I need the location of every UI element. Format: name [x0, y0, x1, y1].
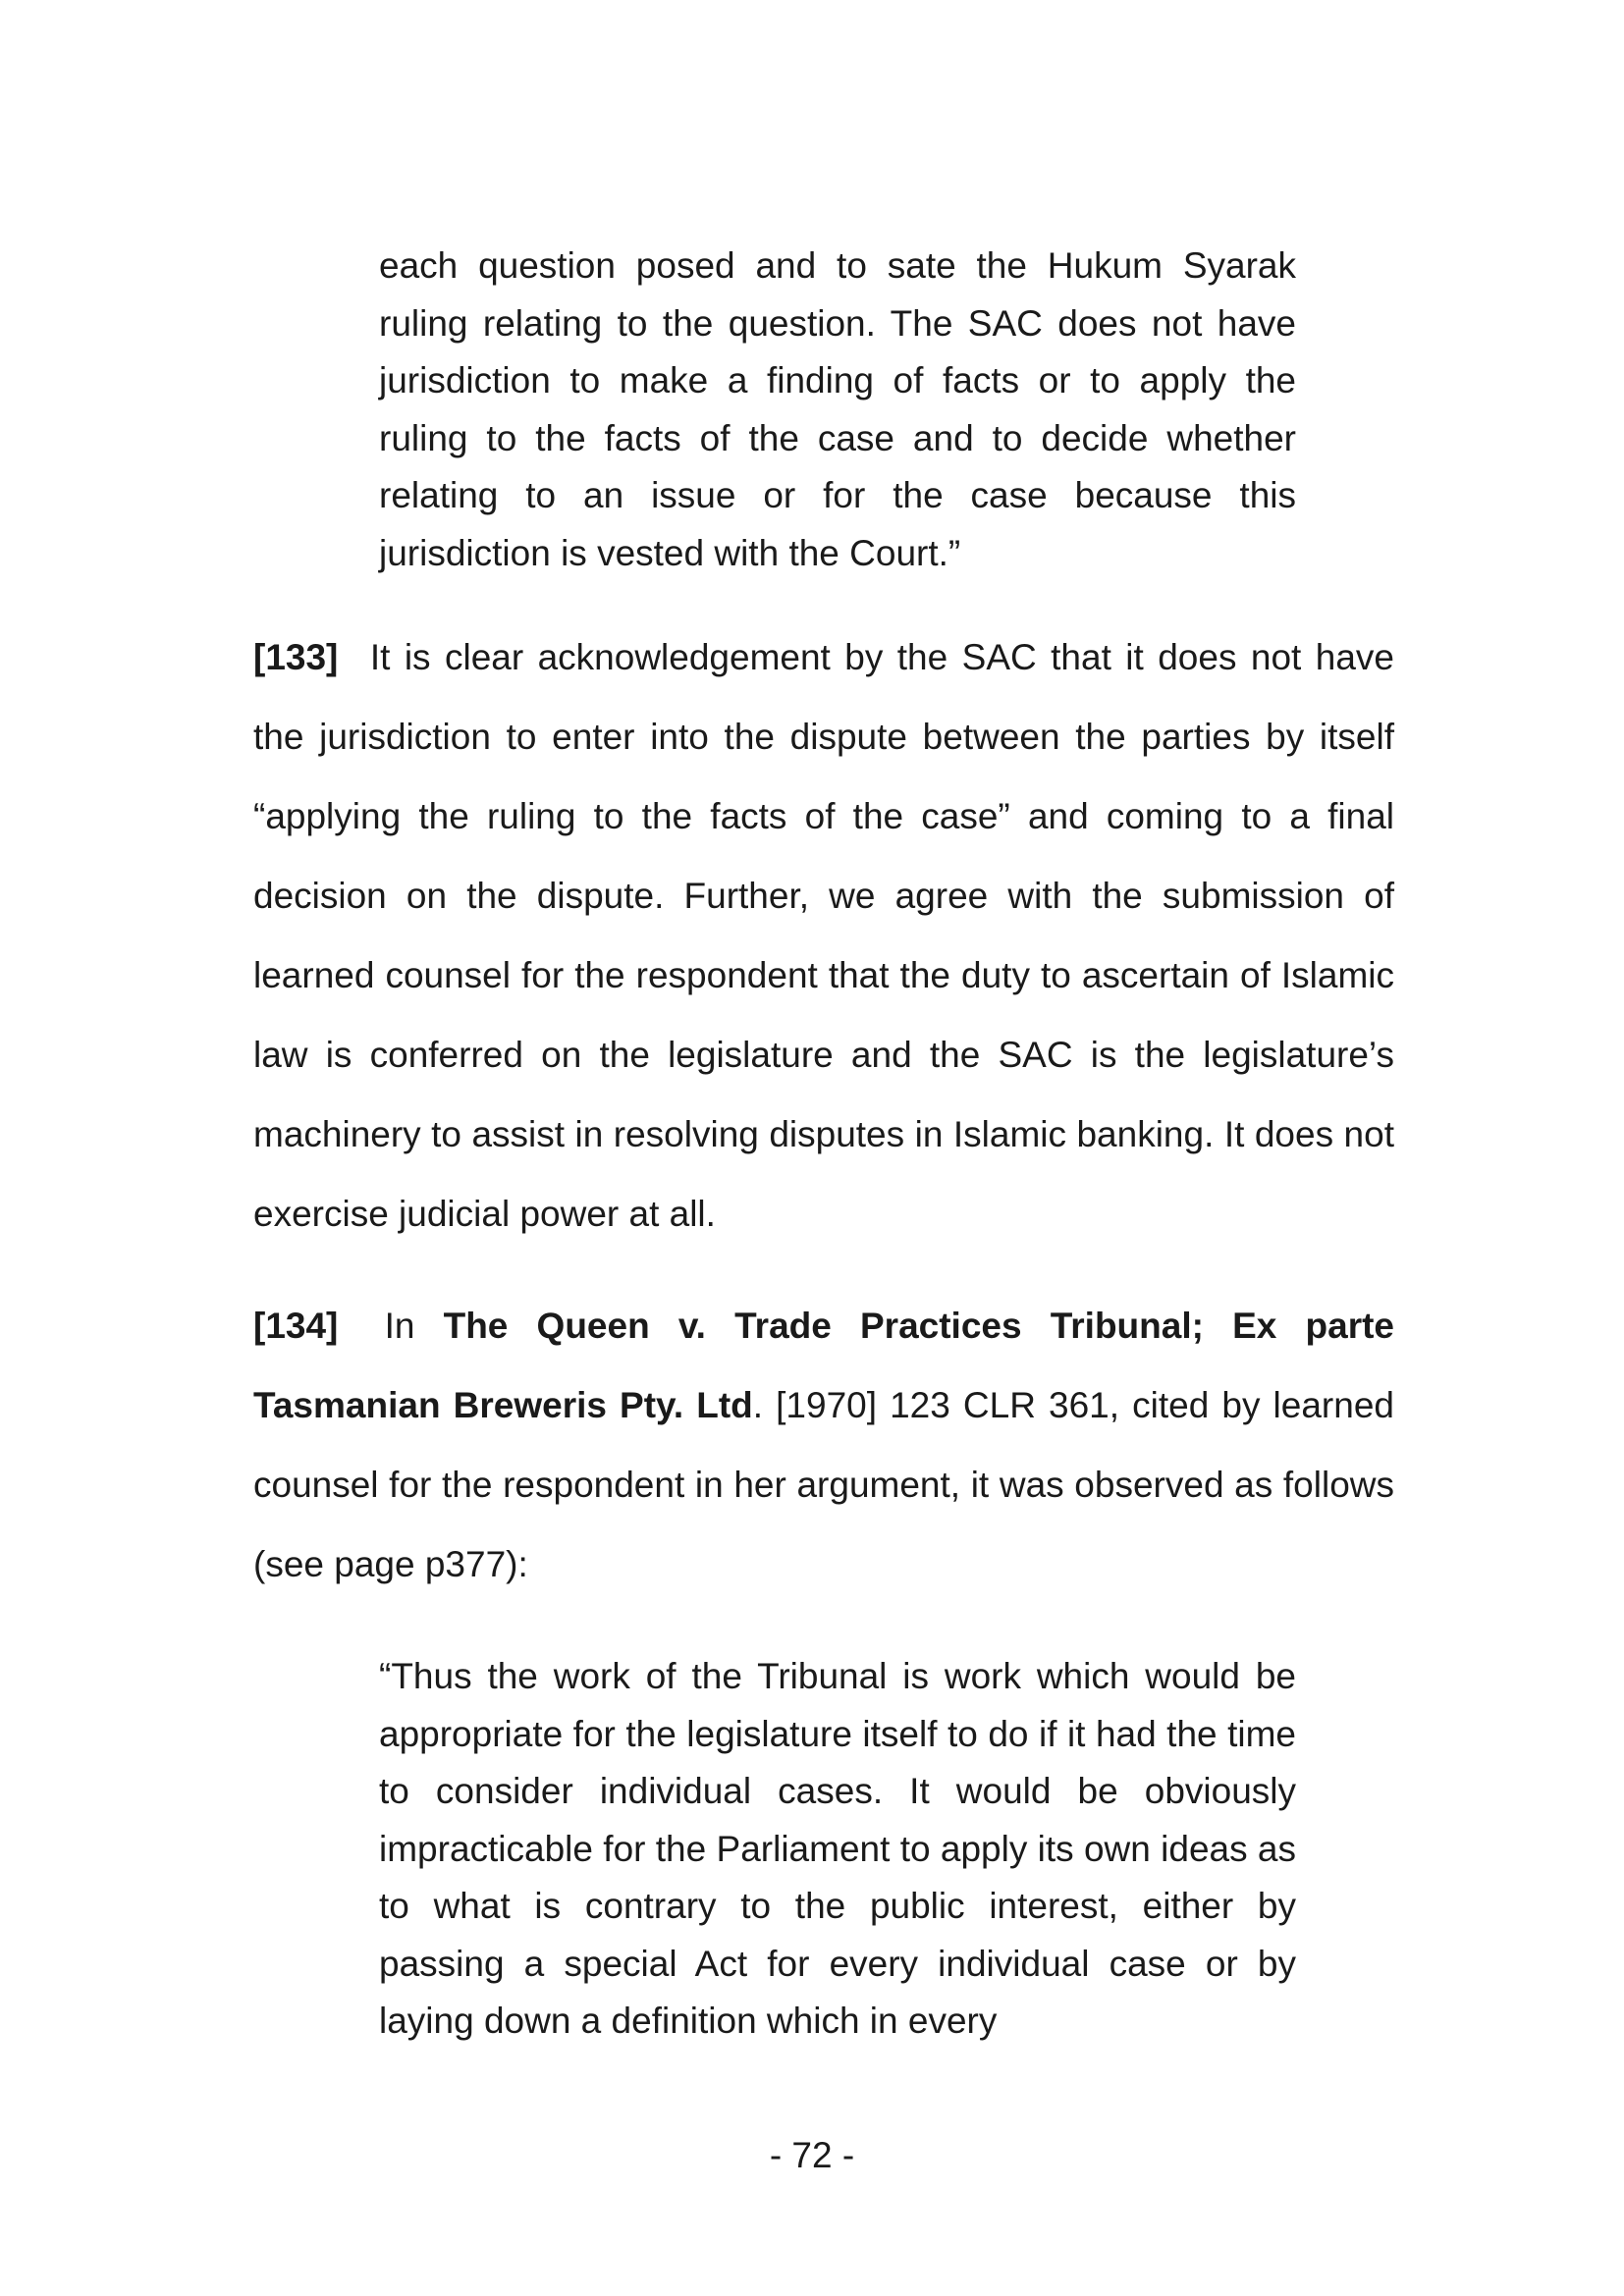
paragraph-number: [133] — [253, 637, 339, 677]
page-number: - 72 - — [769, 2135, 855, 2175]
paragraph-133 — [253, 617, 1394, 1254]
quote-text: each question posed and to sate the Hukum Syarak ruling relating to the question. The SAC does not have jurisdiction to make a finding of facts or to apply the ruling to the facts of the case and to decide whether relating to an issue or for the case because this jurisdiction is vested with the Court.” — [379, 245, 1296, 573]
paragraph-text: . [1970] 123 CLR 361, cited by learned counsel for the respondent in her argument, it was observed as follows (see page p377): — [253, 1385, 1394, 1584]
quote-text: “Thus the work of the Tribunal is work which would be appropriate for the legislature itself to do if it had the time to consider individual cases. It would be obviously impracticable for the Parliament to apply its own ideas as to what is contrary to the public interest, either by passing a special Act for every individual case or by laying down a definition which in every — [379, 1656, 1296, 2041]
paragraph-134 — [253, 1286, 1394, 1604]
paragraph-lead: In — [384, 1306, 415, 1346]
case-citation-name: The Queen v. Trade Practices Tribunal; Ex parte Tasmanian Breweris Pty. Ltd — [253, 1306, 1395, 1425]
paragraph-text: It is clear acknowledgement by the SAC that it does not have the jurisdiction to enter into the dispute between the parties by itself “applying the ruling to the facts of the case” and coming to a final decision on the dispute. Further, we agree with the submission of learned counsel for the respondent that the duty to ascertain of Islamic law is conferred on the legislature and the SAC is the legislature’s machinery to assist in resolving disputes in Islamic banking. It does not exercise judicial power at all. — [253, 637, 1394, 1234]
block-quote — [379, 1648, 1296, 2051]
paragraph-number: [134] — [253, 1306, 339, 1346]
block-quote-continued — [379, 238, 1296, 582]
